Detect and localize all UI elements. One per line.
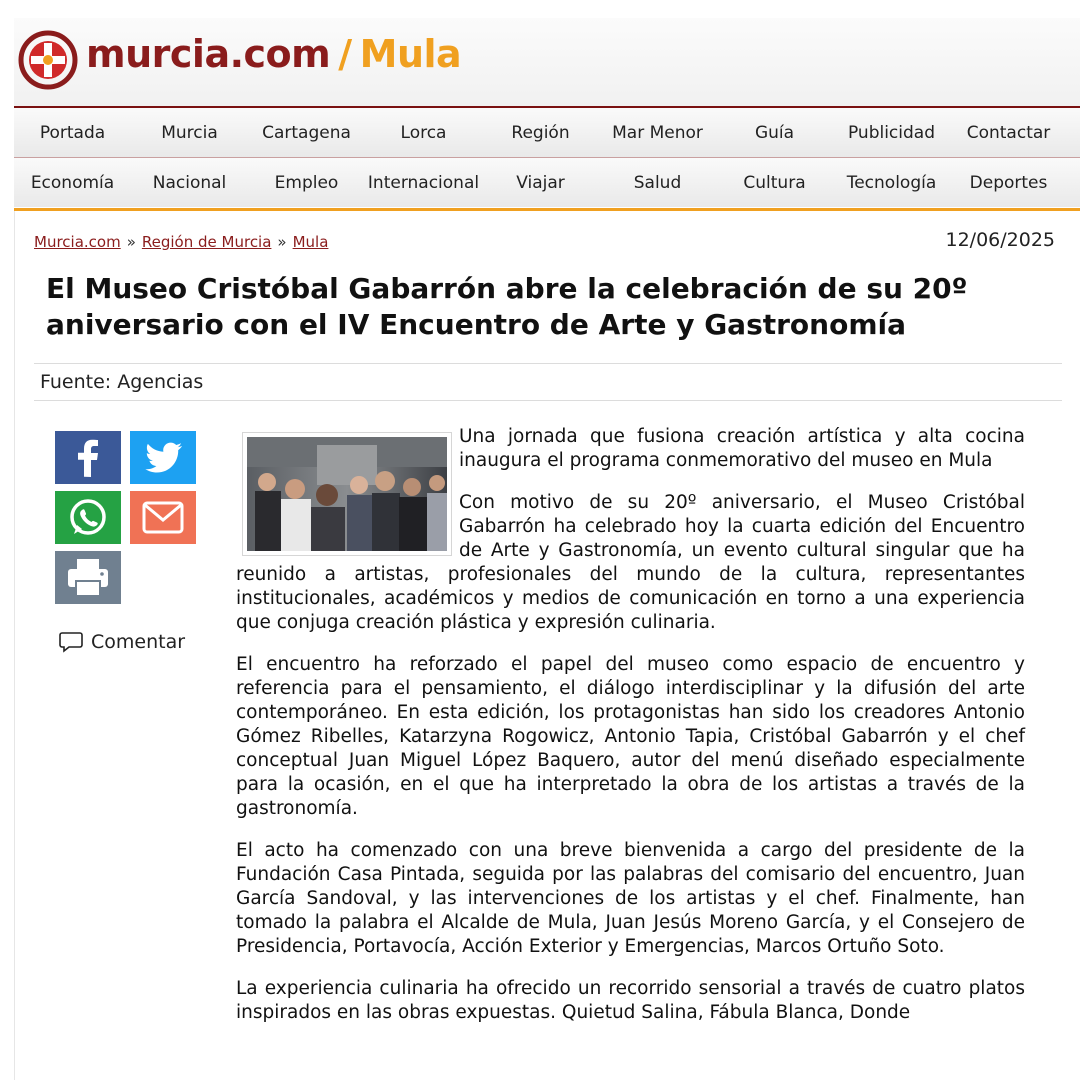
article-subtitle: Una jornada que fusiona creación artística y alta cocina inaugura el programa conmemorativo del museo en Mula: [459, 426, 1025, 471]
logo-city: Mula: [359, 32, 462, 76]
nav-item-nacional[interactable]: Nacional: [152, 172, 227, 193]
article-paragraph: El acto ha comenzado con una breve bienvenida a cargo del presidente de la Fundación Casa Pintada, seguida por las palabras del comisario del encuentro, Juan García Sandoval, y las intervenciones de los artistas y el chef. Finalmente, han tomado la palabra el Alcalde de Mula, Juan Jesús Moreno García, y el Consejero de Presidencia, Portavocía, Acción Exterior y Emergencias, Marcos Ortuño Soto.: [236, 840, 1025, 957]
share-whatsapp-button[interactable]: [55, 491, 121, 544]
nav-item-internacional[interactable]: Internacional: [367, 172, 480, 193]
comment-bubble-icon: [59, 631, 83, 653]
divider: [34, 363, 1062, 364]
breadcrumb-separator: »: [277, 233, 287, 251]
share-email-button[interactable]: [130, 491, 196, 544]
nav-item-cultura[interactable]: Cultura: [743, 172, 806, 193]
article-paragraph: Con motivo de su 20º aniversario, el Museo Cristóbal Gabarrón ha celebrado hoy la cuarta edición del Encuentro de Arte y Gastronomía, un evento cultural singular que ha reunido a artistas, profesionales del mundo de la cultura, representantes institucionales, académicos y medios de comunicación en torno a una experiencia que conjuga creación plástica y expresión culinaria.: [236, 492, 1025, 633]
nav-item-empleo[interactable]: Empleo: [274, 172, 339, 193]
logo-separator: /: [338, 32, 352, 76]
nav-item-region[interactable]: Región: [511, 122, 570, 143]
breadcrumb-link-region[interactable]: Región de Murcia: [141, 233, 272, 251]
breadcrumb-separator: »: [126, 233, 136, 251]
nav-item-deportes[interactable]: Deportes: [969, 172, 1048, 193]
nav-item-contactar[interactable]: Contactar: [966, 122, 1051, 143]
nav-item-publicidad[interactable]: Publicidad: [847, 122, 936, 143]
nav-item-viajar[interactable]: Viajar: [516, 172, 565, 193]
share-twitter-button[interactable]: [130, 431, 196, 484]
divider: [34, 400, 1062, 401]
breadcrumb-link-mula[interactable]: Mula: [292, 233, 329, 251]
logo-domain: murcia.com: [86, 32, 331, 76]
facebook-icon: [55, 431, 121, 484]
article-content: [14, 211, 1080, 1080]
breadcrumb: [34, 233, 328, 251]
share-facebook-button[interactable]: [55, 431, 121, 484]
nav-row-2: [14, 158, 1080, 207]
nav-item-murcia[interactable]: Murcia: [161, 122, 218, 143]
murcia-logo-icon[interactable]: [18, 30, 78, 90]
site-logo-text[interactable]: [86, 32, 461, 76]
article-body: [236, 425, 1025, 1043]
main-navigation: [14, 108, 1080, 211]
nav-item-economia[interactable]: Economía: [30, 172, 115, 193]
site-header: [14, 18, 1080, 108]
article-date: 12/06/2025: [945, 229, 1055, 251]
nav-item-guia[interactable]: Guía: [754, 122, 795, 143]
twitter-icon: [130, 431, 196, 484]
print-button[interactable]: [55, 551, 121, 604]
comment-button[interactable]: [59, 631, 185, 653]
nav-item-mar-menor[interactable]: Mar Menor: [612, 122, 703, 143]
comment-label: Comentar: [91, 631, 186, 653]
email-icon: [130, 491, 196, 544]
nav-item-salud[interactable]: Salud: [633, 172, 682, 193]
top-strip: [0, 0, 1080, 18]
article-paragraph: El encuentro ha reforzado el papel del museo como espacio de encuentro y referencia para el pensamiento, el diálogo interdisciplinar y la difusión del arte contemporáneo. En esta edición, los protagonistas han sido los creadores Antonio Gómez Ribelles, Katarzyna Rogowicz, Antonio Tapia, Cristóbal Gabarrón y el chef conceptual Juan Miguel López Baquero, autor del menú diseñado especialmente para la ocasión, en el que ha interpretado la obra de los artistas a través de la gastronomía.: [236, 654, 1025, 819]
article-source: Fuente: Agencias: [40, 371, 204, 393]
nav-item-tecnologia[interactable]: Tecnología: [846, 172, 937, 193]
whatsapp-icon: [55, 491, 121, 544]
article-paragraph: La experiencia culinaria ha ofrecido un recorrido sensorial a través de cuatro platos inspirados en las obras expuestas. Quietud Salina, Fábula Blanca, Donde: [236, 978, 1025, 1023]
article-title: El Museo Cristóbal Gabarrón abre la celebración de su 20º aniversario con el IV Encuentro de Arte y Gastronomía: [46, 272, 968, 341]
nav-row-1: [14, 108, 1080, 158]
nav-item-portada[interactable]: Portada: [39, 122, 106, 143]
nav-item-lorca[interactable]: Lorca: [400, 122, 447, 143]
nav-item-cartagena[interactable]: Cartagena: [262, 122, 351, 143]
breadcrumb-link-home[interactable]: Murcia.com: [34, 233, 121, 251]
photo-wrap-spacer: [236, 425, 459, 545]
print-icon: [55, 551, 121, 604]
